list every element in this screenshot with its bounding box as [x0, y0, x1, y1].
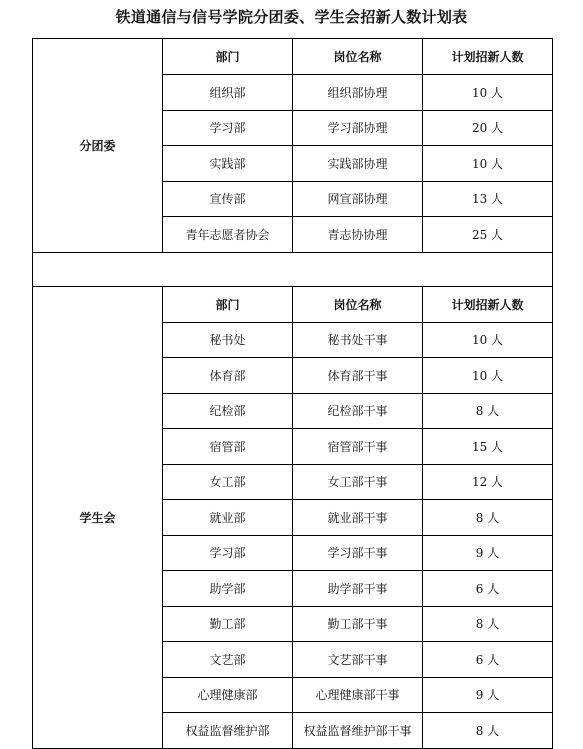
- count-cell: 10 人: [423, 358, 553, 394]
- dept-cell: 就业部: [163, 500, 293, 536]
- spacer-cell: [33, 252, 553, 286]
- header-row: [33, 39, 553, 75]
- dept-cell: 宿管部: [163, 429, 293, 465]
- count-cell: 10 人: [423, 75, 553, 111]
- count-cell: 9 人: [423, 677, 553, 713]
- dept-cell: 实践部: [163, 146, 293, 182]
- count-cell: 8 人: [423, 606, 553, 642]
- count-cell: 10 人: [423, 146, 553, 182]
- dept-cell: 文艺部: [163, 642, 293, 678]
- position-cell: 学习部干事: [293, 535, 423, 571]
- org-name-cell: 分团委: [33, 39, 163, 253]
- position-cell: 组织部协理: [293, 75, 423, 111]
- dept-cell: 女工部: [163, 464, 293, 500]
- position-cell: 助学部干事: [293, 571, 423, 607]
- count-cell: 8 人: [423, 393, 553, 429]
- count-cell: 6 人: [423, 571, 553, 607]
- header-position: 岗位名称: [293, 39, 423, 75]
- position-cell: 宿管部干事: [293, 429, 423, 465]
- header-dept: 部门: [163, 286, 293, 322]
- section-spacer-row: [33, 252, 553, 286]
- count-cell: 12 人: [423, 464, 553, 500]
- table-body: [33, 39, 553, 749]
- position-cell: 体育部干事: [293, 358, 423, 394]
- count-cell: 13 人: [423, 181, 553, 217]
- dept-cell: 青年志愿者协会: [163, 217, 293, 253]
- dept-cell: 组织部: [163, 75, 293, 111]
- position-cell: 勤工部干事: [293, 606, 423, 642]
- count-cell: 6 人: [423, 642, 553, 678]
- dept-cell: 体育部: [163, 358, 293, 394]
- count-cell: 10 人: [423, 322, 553, 358]
- position-cell: 青志协协理: [293, 217, 423, 253]
- count-cell: 25 人: [423, 217, 553, 253]
- position-cell: 纪检部干事: [293, 393, 423, 429]
- position-cell: 学习部协理: [293, 110, 423, 146]
- count-cell: 8 人: [423, 713, 553, 749]
- count-cell: 9 人: [423, 535, 553, 571]
- dept-cell: 宣传部: [163, 181, 293, 217]
- dept-cell: 学习部: [163, 110, 293, 146]
- dept-cell: 助学部: [163, 571, 293, 607]
- header-position: 岗位名称: [293, 286, 423, 322]
- header-count: 计划招新人数: [423, 286, 553, 322]
- document-title: 铁道通信与信号学院分团委、学生会招新人数计划表: [115, 8, 468, 26]
- dept-cell: 心理健康部: [163, 677, 293, 713]
- recruitment-table: [32, 38, 553, 749]
- position-cell: 权益监督维护部干事: [293, 713, 423, 749]
- dept-cell: 权益监督维护部: [163, 713, 293, 749]
- dept-cell: 纪检部: [163, 393, 293, 429]
- dept-cell: 秘书处: [163, 322, 293, 358]
- header-count: 计划招新人数: [423, 39, 553, 75]
- dept-cell: 学习部: [163, 535, 293, 571]
- position-cell: 女工部干事: [293, 464, 423, 500]
- count-cell: 20 人: [423, 110, 553, 146]
- position-cell: 就业部干事: [293, 500, 423, 536]
- position-cell: 文艺部干事: [293, 642, 423, 678]
- count-cell: 15 人: [423, 429, 553, 465]
- dept-cell: 勤工部: [163, 606, 293, 642]
- position-cell: 实践部协理: [293, 146, 423, 182]
- header-dept: 部门: [163, 39, 293, 75]
- org-name-cell: 学生会: [33, 286, 163, 748]
- position-cell: 秘书处干事: [293, 322, 423, 358]
- count-cell: 8 人: [423, 500, 553, 536]
- header-row: [33, 286, 553, 322]
- position-cell: 网宣部协理: [293, 181, 423, 217]
- position-cell: 心理健康部干事: [293, 677, 423, 713]
